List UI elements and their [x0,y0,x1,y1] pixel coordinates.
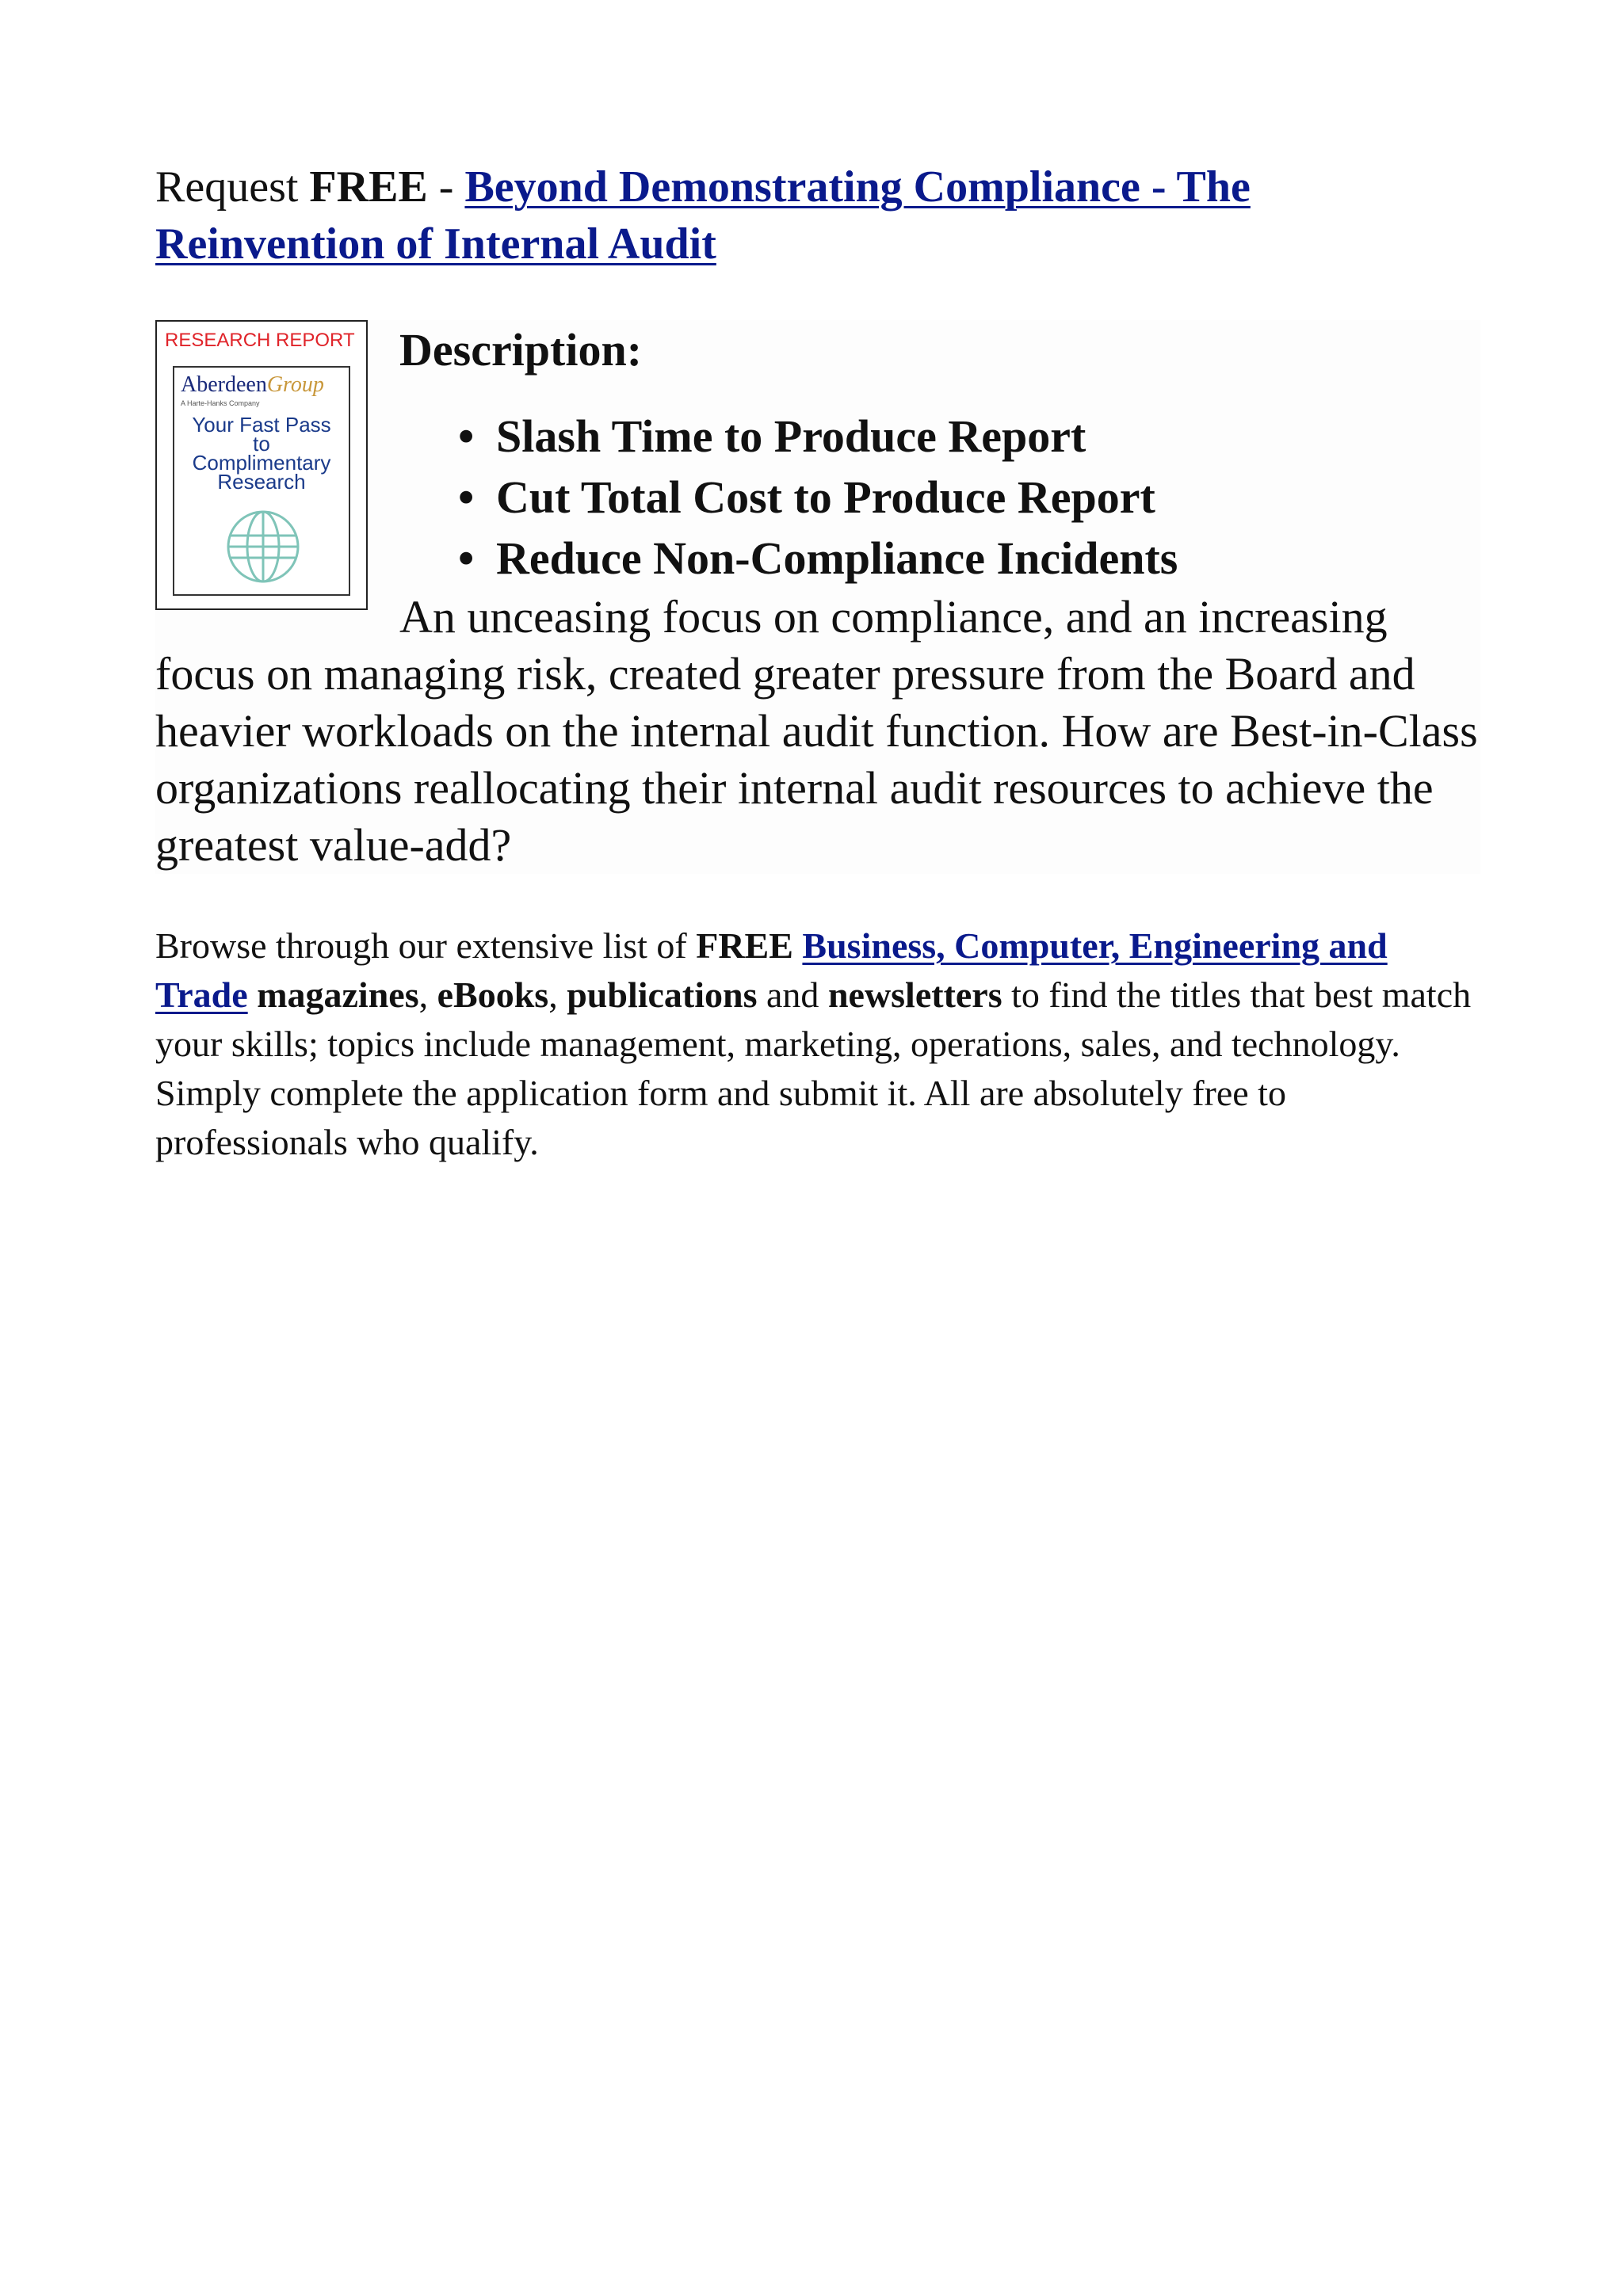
benefits-list [399,406,1480,589]
list-item [458,528,1480,589]
browse-free: FREE [696,925,793,966]
page-title [155,158,1480,273]
browse-magazines: magazines [257,974,419,1015]
cover-brand-main: Aberdeen [181,372,267,397]
bullet-text: Slash Time to Produce Report [496,410,1086,462]
report-cover-image[interactable] [155,320,368,610]
description-body: An unceasing focus on compliance, and an increasing focus on managing risk, created greater pressure from the Board and heavier workloads on the internal audit function. How are Best-in-Class organizations reallocating their internal audit resources to achieve the greatest value-add? [155,591,1478,871]
globe-icon [223,507,303,586]
bullet-icon: • [458,532,475,584]
title-separator: - [438,162,454,212]
list-item [458,406,1480,467]
categories-link[interactable]: Business, Computer, Engineering and Trade [155,925,1388,1015]
description-block [155,320,1480,874]
browse-comma: , [548,974,558,1015]
cover-tagline-line3: Complimentary [192,451,331,475]
bullet-icon: • [458,410,475,462]
list-item [458,467,1480,528]
title-link[interactable]: Beyond Demonstrating Compliance - The Reinvention of Internal Audit [155,162,1251,269]
free-label: FREE [309,162,428,212]
browse-publications: publications [567,974,758,1015]
bullet-text: Reduce Non-Compliance Incidents [496,532,1178,584]
browse-comma: , [418,974,429,1015]
page-content [155,158,1480,1167]
browse-newsletters: newsletters [827,974,1002,1015]
cover-tagline-line1: Your Fast Pass [192,413,331,437]
request-prefix: Request [155,162,299,212]
browse-outro: to find the titles that best match your skills; topics include management, marketing, operations, sales, and technology. Simply complete the application form and submit it. All are absolutely free to professionals who qualify. [155,974,1472,1162]
cover-brand-logo [181,372,324,398]
bullet-icon: • [458,471,475,523]
cover-brand-sub: A Harte-Hanks Company [181,399,260,407]
cover-label: RESEARCH REPORT [165,330,355,351]
cover-tagline [174,413,349,494]
cover-inner-frame [173,366,350,596]
cover-brand-accent: Group [266,372,324,397]
browse-ebooks: eBooks [437,974,549,1015]
browse-paragraph [155,921,1480,1167]
browse-and: and [766,974,819,1015]
cover-tagline-line2: to [253,432,270,456]
browse-intro: Browse through our extensive list of [155,925,687,966]
description-heading: Description: [399,324,643,376]
bullet-text: Cut Total Cost to Produce Report [496,471,1155,523]
cover-tagline-line4: Research [217,470,306,494]
